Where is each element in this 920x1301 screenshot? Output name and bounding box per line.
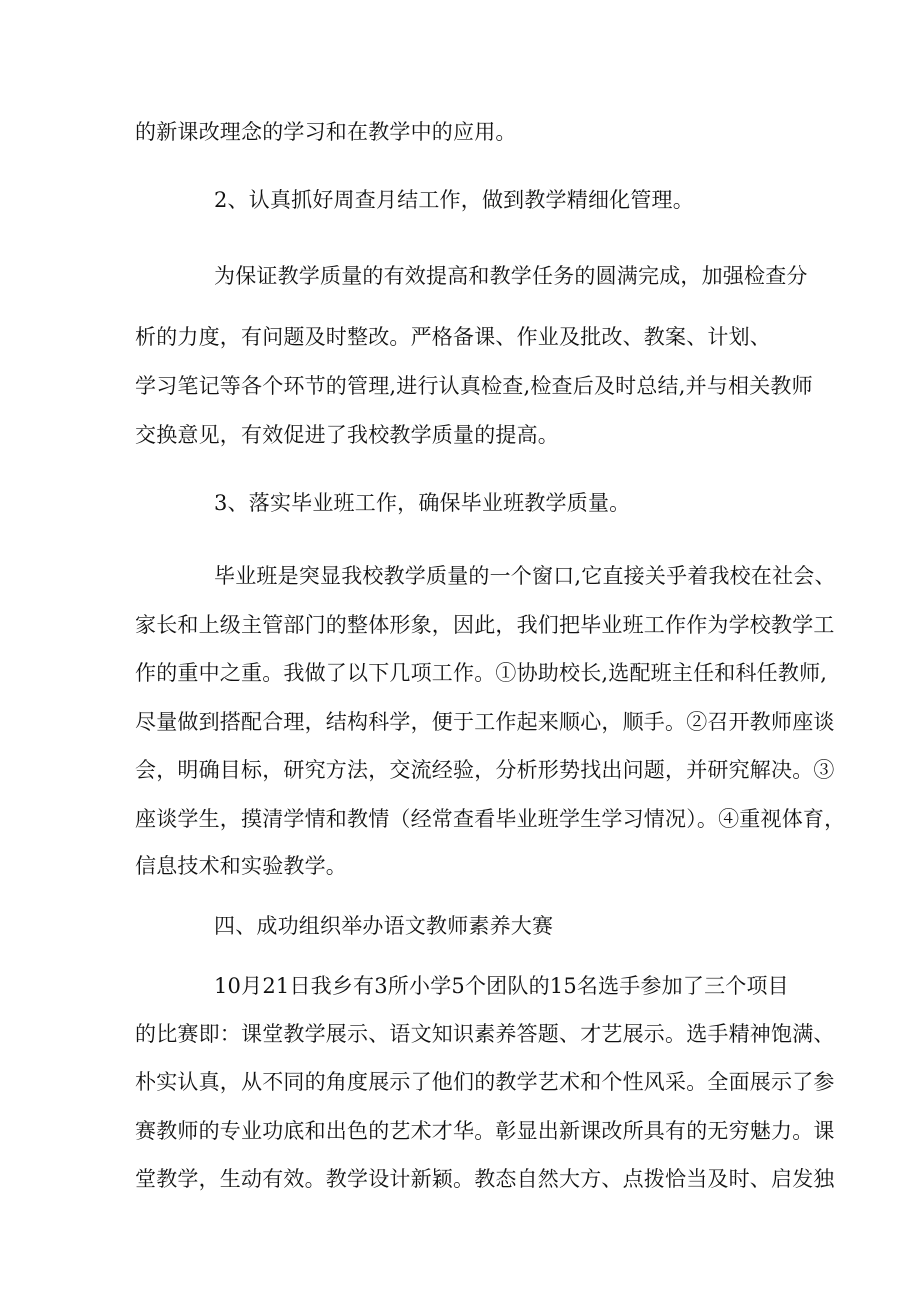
section-heading: 3、落实毕业班工作，确保毕业班教学质量。	[214, 491, 631, 515]
paragraph-line: 堂教学，生动有效。教学设计新颖。教态自然大方、点拨恰当及时、启发独	[135, 1167, 835, 1191]
section-heading: 四、成功组织举办语文教师素养大赛	[214, 914, 554, 938]
section-heading: 2、认真抓好周查月结工作，做到教学精细化管理。	[214, 188, 694, 212]
paragraph-line: 的比赛即：课堂教学展示、语文知识素养答题、才艺展示。选手精神饱满、	[135, 1022, 835, 1046]
paragraph-line: 家长和上级主管部门的整体形象，因此，我们把毕业班工作作为学校教学工	[135, 613, 835, 637]
paragraph-line: 为保证教学质量的有效提高和教学任务的圆满完成，加强检查分	[214, 264, 808, 288]
paragraph-line: 信息技术和实验教学。	[135, 854, 347, 878]
paragraph-line: 交换意见，有效促进了我校教学质量的提高。	[135, 423, 559, 447]
paragraph-line: 朴实认真，从不同的角度展示了他们的教学艺术和个性风采。全面展示了参	[135, 1070, 835, 1094]
paragraph-line: 尽量做到搭配合理，结构科学，便于工作起来顺心，顺手。②召开教师座谈	[135, 710, 835, 734]
paragraph-line: 赛教师的专业功底和出色的艺术才华。彰显出新课改所具有的无穷魅力。课	[135, 1119, 835, 1143]
paragraph-line: 座谈学生，摸清学情和教情（经常查看毕业班学生学习情况）。④重视体育，	[135, 807, 846, 831]
paragraph-line: 作的重中之重。我做了以下几项工作。①协助校长,选配班主任和科任教师,	[135, 661, 828, 685]
paragraph-line: 析的力度，有问题及时整改。严格备课、作业及批改、教案、计划、	[135, 325, 771, 349]
paragraph-line: 的新课改理念的学习和在教学中的应用。	[135, 120, 517, 144]
paragraph-line: 10月21日我乡有3所小学5个团队的15名选手参加了三个项目	[214, 974, 789, 998]
paragraph-line: 毕业班是突显我校教学质量的一个窗口,它直接关乎着我校在社会、	[214, 564, 836, 588]
paragraph-line: 会，明确目标，研究方法，交流经验，分析形势找出问题，并研究解决。③	[135, 758, 835, 782]
paragraph-line: 学习笔记等各个环节的管理,进行认真检查,检查后及时总结,并与相关教师	[135, 374, 813, 398]
